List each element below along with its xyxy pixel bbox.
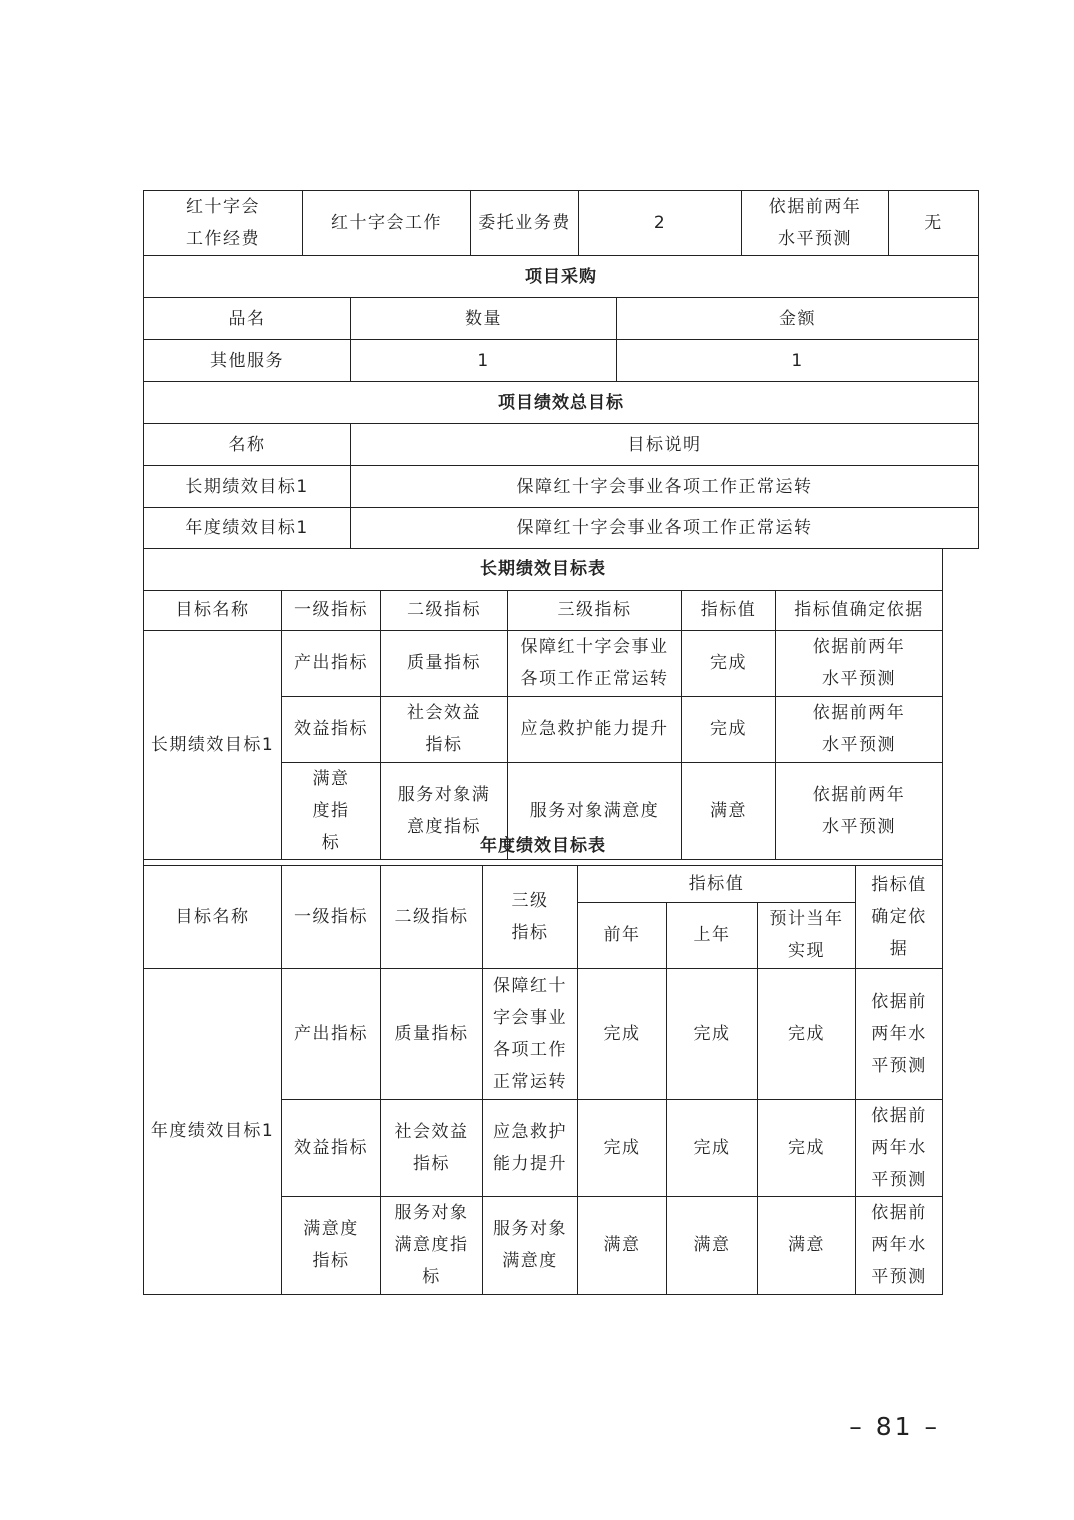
expense-note: 无 [889,191,979,256]
longterm-l1: 满意度指标 [282,762,381,859]
longterm-header: 一级指标 [282,590,381,630]
annual-l1: 满意度指标 [282,1196,381,1294]
annual-l3: 应急救护能力提升 [483,1099,578,1196]
expense-type: 委托业务费 [471,191,579,256]
annual-prev2: 完成 [578,1099,667,1196]
overall-goal-title: 项目绩效总目标 [144,382,979,424]
longterm-header: 指标值确定依据 [776,590,943,630]
annual-l2: 质量指标 [381,968,483,1099]
longterm-header: 三级指标 [508,590,682,630]
annual-expected: 完成 [758,968,856,1099]
annual-l3: 服务对象满意度 [483,1196,578,1294]
longterm-l3: 应急救护能力提升 [508,696,682,762]
longterm-header: 目标名称 [144,590,282,630]
annual-prev1: 完成 [667,1099,758,1196]
annual-header-val: 指标值 [578,865,856,902]
longterm-val: 完成 [682,696,776,762]
expense-amount: 2 [579,191,742,256]
annual-header-l1: 一级指标 [282,865,381,968]
overall-header-name: 名称 [144,424,351,466]
annual-l1: 产出指标 [282,968,381,1099]
longterm-header: 指标值 [682,590,776,630]
procurement-item-amount: 1 [617,340,979,382]
annual-expected: 完成 [758,1099,856,1196]
overall-row-name: 年度绩效目标1 [144,508,351,549]
longterm-basis: 依据前两年水平预测 [776,630,943,696]
annual-expected: 满意 [758,1196,856,1294]
budget-goal-table [143,190,979,549]
annual-header-l3: 三级指标 [483,865,578,968]
annual-title: 年度绩效目标表 [144,827,943,865]
procurement-title: 项目采购 [144,256,979,298]
longterm-l1: 产出指标 [282,630,381,696]
overall-row-desc: 保障红十字会事业各项工作正常运转 [351,466,979,508]
longterm-l1: 效益指标 [282,696,381,762]
expense-basis: 依据前两年水平预测 [742,191,889,256]
overall-row-name: 长期绩效目标1 [144,466,351,508]
longterm-l3: 服务对象满意度 [508,762,682,859]
overall-header-desc: 目标说明 [351,424,979,466]
annual-header-expected: 预计当年实现 [758,902,856,968]
longterm-goal-name: 长期绩效目标1 [144,630,282,859]
annual-prev2: 完成 [578,968,667,1099]
annual-l2: 社会效益指标 [381,1099,483,1196]
longterm-l2: 质量指标 [381,630,508,696]
annual-basis: 依据前两年水平预测 [856,968,943,1099]
annual-header-l2: 二级指标 [381,865,483,968]
annual-prev1: 完成 [667,968,758,1099]
annual-basis: 依据前两年水平预测 [856,1196,943,1294]
longterm-header: 二级指标 [381,590,508,630]
annual-prev2: 满意 [578,1196,667,1294]
annual-l1: 效益指标 [282,1099,381,1196]
annual-goal-table [143,827,943,1295]
longterm-basis: 依据前两年水平预测 [776,762,943,859]
procurement-header-qty: 数量 [351,298,617,340]
longterm-val: 完成 [682,630,776,696]
procurement-header-amount: 金额 [617,298,979,340]
annual-prev1: 满意 [667,1196,758,1294]
annual-l3: 保障红十字会事业各项工作正常运转 [483,968,578,1099]
annual-header-basis: 指标值确定依据 [856,865,943,968]
longterm-l3: 保障红十字会事业各项工作正常运转 [508,630,682,696]
longterm-basis: 依据前两年水平预测 [776,696,943,762]
annual-header-prev2: 前年 [578,902,667,968]
longterm-title: 长期绩效目标表 [144,548,943,590]
annual-l2: 服务对象满意度指标 [381,1196,483,1294]
annual-goal-name: 年度绩效目标1 [144,968,282,1294]
longterm-goal-table [143,548,943,860]
expense-content: 红十字会工作 [303,191,471,256]
overall-row-desc: 保障红十字会事业各项工作正常运转 [351,508,979,549]
procurement-item-qty: 1 [351,340,617,382]
annual-header-prev1: 上年 [667,902,758,968]
page-number: – 81 – [849,1412,940,1441]
annual-header-name: 目标名称 [144,865,282,968]
longterm-val: 满意 [682,762,776,859]
longterm-l2: 社会效益指标 [381,696,508,762]
longterm-l2: 服务对象满意度指标 [381,762,508,859]
procurement-item-name: 其他服务 [144,340,351,382]
procurement-header-name: 品名 [144,298,351,340]
annual-basis: 依据前两年水平预测 [856,1099,943,1196]
expense-name: 红十字会工作经费 [144,191,303,256]
